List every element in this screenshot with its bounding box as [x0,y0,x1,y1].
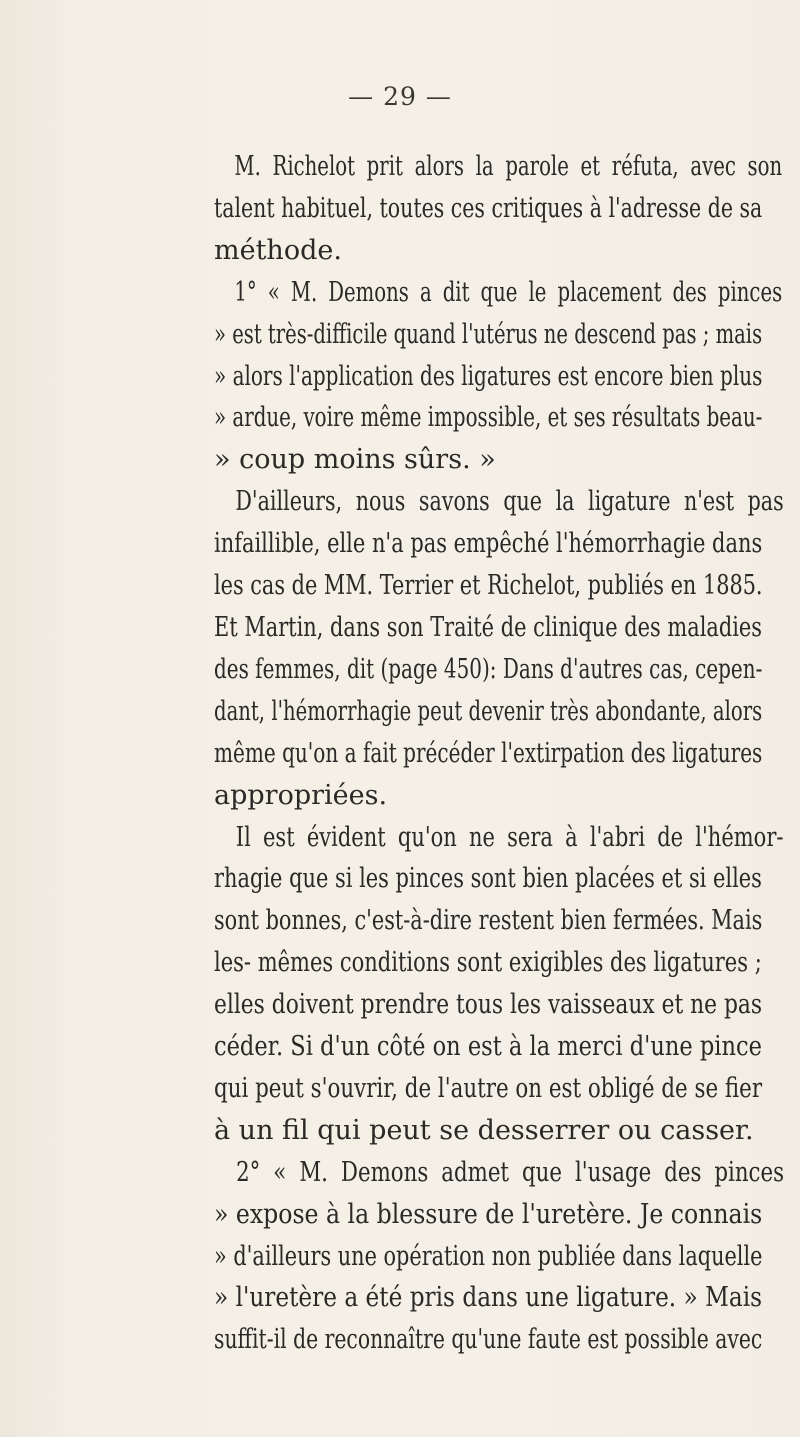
paragraph-3 [214,481,784,816]
text-line: D'ailleurs, nous savons que la ligature n'est pas [235,486,784,518]
paragraph-5-quote [214,1152,785,1362]
page-number: — 29 — [348,82,452,111]
text-line: » ardue, voire même impossible, et ses résultats beau- [214,402,763,434]
text-line: 2° « M. Demons admet que l'usage des pinces [236,1156,785,1188]
text-line: méthode. [214,234,342,266]
paragraph-2-quote [214,272,783,482]
text-line: » alors l'application des ligatures est encore bien plus [214,360,763,392]
text-line: rhagie que si les pinces sont bien placées et si elles [214,863,762,895]
text-line: les- mêmes conditions sont exigibles des ligatures ; [214,947,762,979]
text-line: qui peut s'ouvrir, de l'autre on est obligé de se fier [214,1072,763,1104]
text-line: infaillible, elle n'a pas empêché l'hémorrhagie dans [214,528,763,560]
paragraph-4 [214,817,784,1152]
text-line: céder. Si d'un côté on est à la merci d'une pince [214,1031,762,1063]
text-line: 1° « M. Demons a dit que le placement des pinces [234,276,783,308]
text-line: » expose à la blessure de l'uretère. Je connais [214,1198,763,1230]
text-line: » coup moins sûrs. » [214,444,496,476]
text-line: suffit-il de reconnaître qu'une faute est possible avec [214,1324,763,1356]
text-line: elles doivent prendre tous les vaisseaux et ne pas [214,989,763,1021]
text-line: appropriées. [214,779,388,811]
text-line: » est très-difficile quand l'utérus ne descend pas ; mais [214,318,763,350]
text-line: même qu'on a fait précéder l'extirpation des ligatures [214,737,763,769]
text-line: sont bonnes, c'est-à-dire restent bien fermées. Mais [214,905,763,937]
text-line: Il est évident qu'on ne sera à l'abri de l'hémor- [235,821,784,853]
text-line: dant, l'hémorrhagie peut devenir très abondante, alors [214,695,763,727]
text-line: M. Richelot prit alors la parole et réfuta, avec son [234,151,783,182]
paragraph-1 [214,146,783,272]
text-line: » l'uretère a été pris dans une ligature. » Mais [214,1282,763,1314]
text-line: les cas de MM. Terrier et Richelot, publiés en 1885. [214,570,763,602]
text-line: des femmes, dit (page 450): Dans d'autres cas, cepen- [214,653,763,685]
text-line: Et Martin, dans son Traité de clinique des maladies [214,611,763,643]
body-text [214,146,785,1361]
text-line: talent habituel, toutes ces critiques à l'adresse de sa [214,192,763,224]
text-line: à un fil qui peut se desserrer ou casser. [214,1114,754,1146]
text-line: » d'ailleurs une opération non publiée dans laquelle [214,1240,763,1272]
